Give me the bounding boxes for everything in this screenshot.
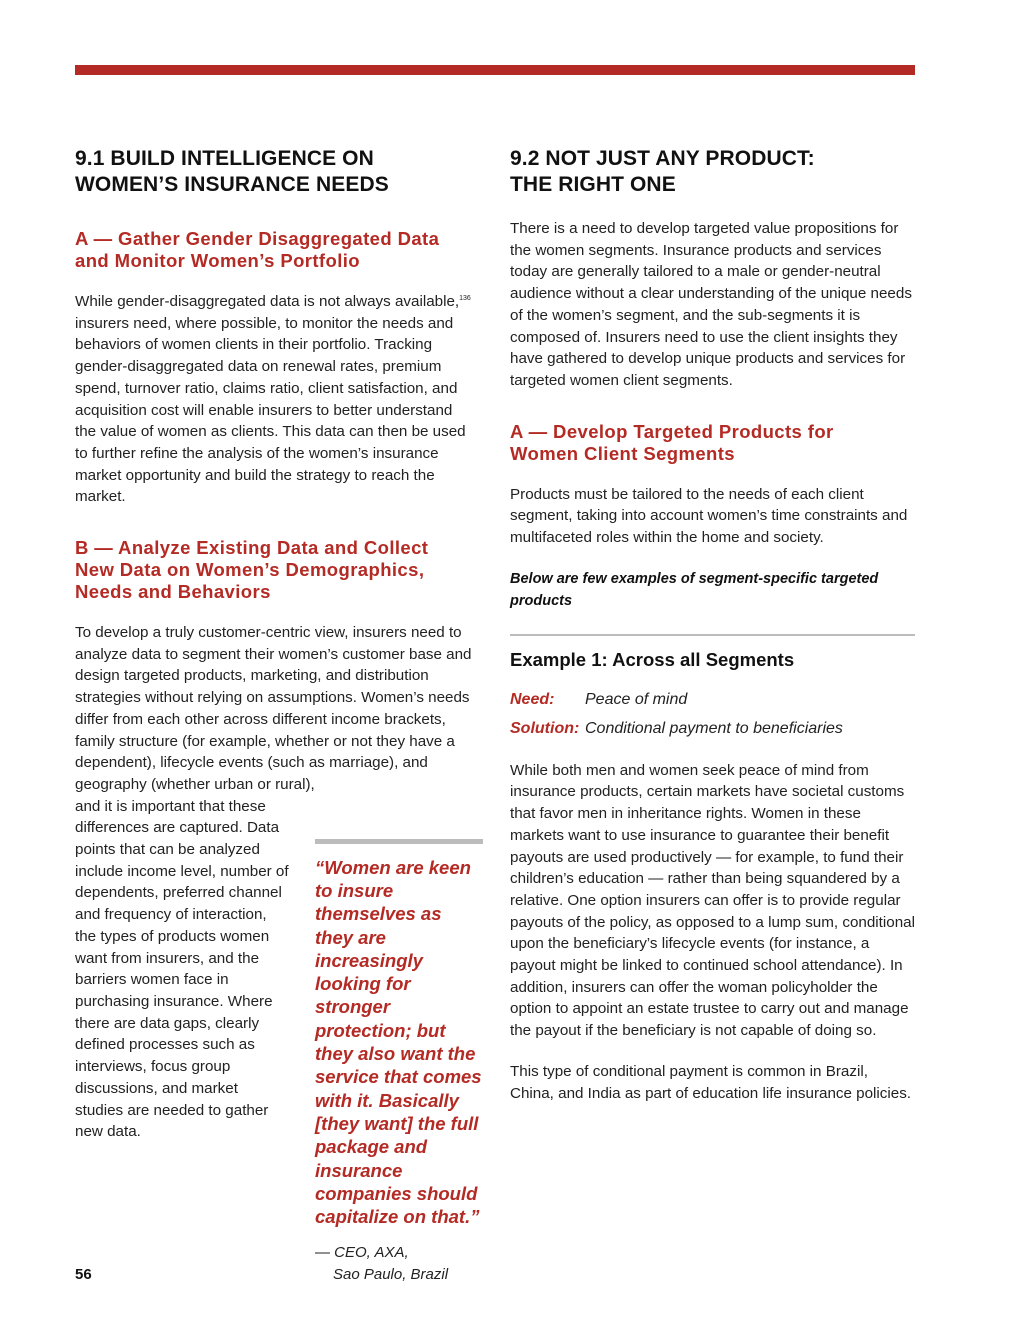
paragraph-example-1: While both men and women seek peace of mind from insurance products, certain markets have societal customs that favor men in inheritance rights. Women in these markets want to use insurance to guarantee their benefit payouts are used productively — for example, to fund their children’s education — rather than being squandered by a relative. One option insurers can offer is to provide regular payouts of the policy, as opposed to a lump sum, conditional upon the beneficiary’s lifecycle events (for instance, a payout might be linked to continued school attendance). In addition, insurers can offer the woman policyholder the option to appoint an estate trustee to carry out and manage the payout if the beneficiary is not capable of doing so. bbox=[510, 761, 915, 1040]
need-label: Need: bbox=[510, 690, 555, 708]
paragraph-analyze-data-top: To develop a truly customer-centric view, insurers need to analyze data to segment their women’s customer base and design targeted products, marketing, and distribution strategies without relying on assumptions. Women’s needs differ from each other across different income brackets, family structure (for example, whether or not they have a dependent), lifecycle events (such as marriage), and geography (whether urban or rural), bbox=[75, 624, 472, 793]
pull-quote-attribution: — CEO, AXA, Sao Paulo, Brazil bbox=[315, 1244, 449, 1284]
subheading-a-develop-products: A — Develop Targeted Products for Women Client Segments bbox=[510, 420, 834, 464]
right-column bbox=[510, 146, 915, 1104]
paragraph-value-propositions: There is a need to develop targeted value propositions for the women segments. Insurance products and services today are generally tailored to a male or gender-neutral audience without a clear understanding of the unique needs of the women’s segment, and the sub-segments it is composed of. Insurers need to use the client insights they have gathered to develop unique products and services for targeted women client segments. bbox=[510, 220, 912, 389]
need-value: Peace of mind bbox=[585, 690, 688, 708]
subheading-a-gather-data: A — Gather Gender Disaggregated Data and Monitor Women’s Portfolio bbox=[75, 228, 440, 271]
section-9-2-heading: 9.2 NOT JUST ANY PRODUCT: THE RIGHT ONE bbox=[510, 147, 815, 196]
pull-quote-rule bbox=[315, 839, 483, 844]
section-9-1-heading: 9.1 BUILD INTELLIGENCE ON WOMEN’S INSURANCE NEEDS bbox=[75, 147, 389, 196]
top-accent-bar bbox=[75, 65, 915, 75]
footnote-ref-136: 136 bbox=[459, 295, 471, 302]
pull-quote bbox=[315, 839, 483, 1287]
solution-value: Conditional payment to beneficiaries bbox=[585, 719, 843, 737]
need-row bbox=[510, 685, 915, 714]
pull-quote-text: “Women are keen to insure themselves as they are increasingly looking for stronger protection; but they also want the service that comes with it. Basically [they want] the full package and insurance companies should capitalize on that.” bbox=[315, 856, 482, 1228]
paragraph-gather-data: While gender-disaggregated data is not always available,$^{136}$ insurers need, where possible, to monitor the needs and behaviors of women clients in their portfolio. Tracking gender-disaggregated data on renewal rates, premium spend, turnover ratio, claims ratio, client satisfaction, and acquisition cost will enable insurers to better understand the value of women as clients. This data can then be used to further refine the analysis of the women’s insurance market opportunity and build the strategy to reach the market. bbox=[75, 293, 471, 506]
example-1-title: Example 1: Across all Segments bbox=[510, 648, 795, 670]
examples-intro: Below are few examples of segment-specific targeted products bbox=[510, 570, 879, 609]
page-number: 56 bbox=[75, 1266, 92, 1283]
paragraph-conditional-payment: This type of conditional payment is common in Brazil, China, and India as part of education life insurance policies. bbox=[510, 1062, 912, 1102]
need-solution-block bbox=[510, 685, 915, 743]
solution-label: Solution: bbox=[510, 719, 580, 737]
paragraph-tailored-products: Products must be tailored to the needs of each client segment, taking into account women’s time constraints and multifaceted roles within the home and society. bbox=[510, 485, 908, 547]
subheading-b-analyze-data: B — Analyze Existing Data and Collect New Data on Women’s Demographics, Needs and Behaviors bbox=[75, 537, 429, 603]
paragraph-analyze-data-bottom: and it is important that these differences are captured. Data points that can be analyzed include income level, number of dependents, preferred channel and frequency of interaction, the types of products women want from insurers, and the barriers women face in purchasing insurance. Where there are data gaps, clearly defined processes such as interviews, focus group discussions, and market studies are needed to gather new data. bbox=[75, 797, 289, 1141]
solution-row bbox=[510, 714, 915, 743]
example-divider bbox=[510, 634, 915, 636]
